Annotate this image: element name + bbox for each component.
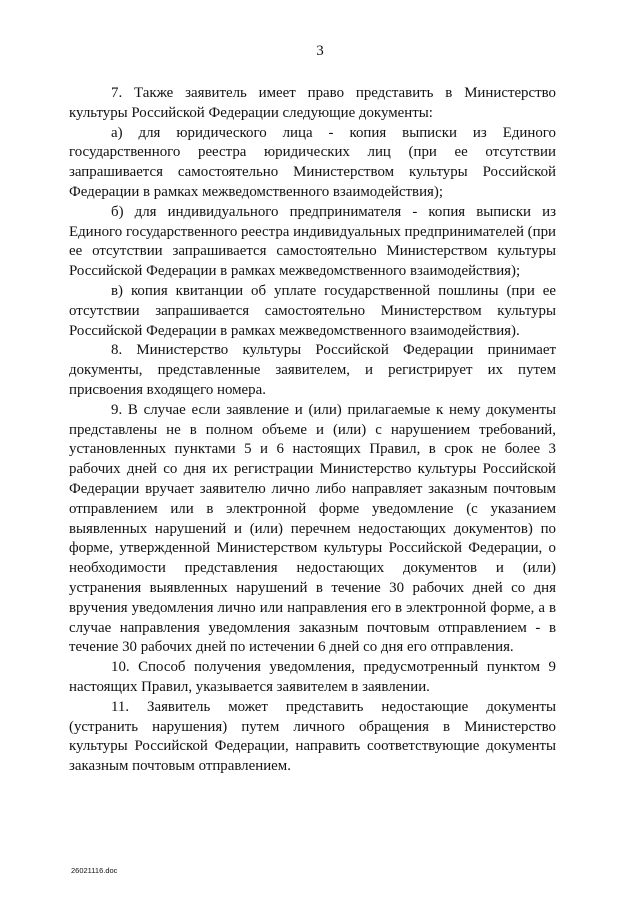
document-body [69, 84, 556, 777]
paragraph-10: 10. Способ получения уведомления, предусмотренный пунктом 9 настоящих Правил, указывается заявителем в заявлении. [69, 659, 556, 695]
page-number: 3 [316, 43, 324, 59]
footer-document-code: 26021116.doc [71, 866, 118, 875]
paragraph-9: 9. В случае если заявление и (или) прилагаемые к нему документы представлены не в полном объеме и (или) с нарушением требований, установленных пунктами 5 и 6 настоящих Правил, в срок не более 3 рабочих дней со дня их регистрации Министерство культуры Российской Федерации вручает заявителю лично либо направляет заказным почтовым отправлением или в электронной форме уведомление (с указанием выявленных нарушений и (или) перечнем недостающих документов) по форме, утвержденной Министерством культуры Российской Федерации, о необходимости представления недостающих документов и (или) устранения выявленных нарушений в течение 30 рабочих дней со дня вручения уведомления лично или направления его в электронной форме, а в случае направления уведомления заказным почтовым отправлением - в течение 30 рабочих дней по истечении 6 дней со дня его отправления. [69, 401, 556, 656]
paragraph-7b: б) для индивидуального предпринимателя - копия выписки из Единого государственного реестра индивидуальных предпринимателей (при ее отсутствии запрашивается самостоятельно Министерством культуры Российской Федерации в рамках межведомственного взаимодействия); [69, 203, 556, 280]
paragraph-7: 7. Также заявитель имеет право представить в Министерство культуры Российской Федерации следующие документы: [69, 85, 556, 121]
paragraph-7v: в) копия квитанции об уплате государственной пошлины (при ее отсутствии запрашивается самостоятельно Министерством культуры Российской Федерации в рамках межведомственного взаимодействия). [69, 282, 556, 339]
paragraph-7a: а) для юридического лица - копия выписки из Единого государственного реестра юридических лиц (при ее отсутствии запрашивается самостоятельно Министерством культуры Российской Федерации в рамках межведомственного взаимодействия); [69, 124, 556, 200]
paragraph-8: 8. Министерство культуры Российской Федерации принимает документы, представленные заявителем, и регистрирует их путем присвоения входящего номера. [69, 342, 556, 398]
paragraph-11: 11. Заявитель может представить недостающие документы (устранить нарушения) путем личного обращения в Министерство культуры Российской Федерации, направить соответствующие документы заказным почтовым отправлением. [69, 698, 556, 775]
